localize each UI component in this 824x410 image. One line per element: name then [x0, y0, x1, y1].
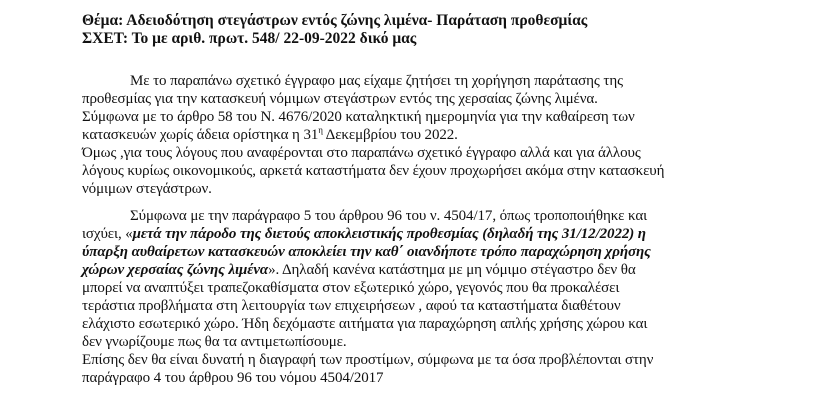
paragraph-2-line-8: δεν γνωρίζουμε πως θα τα αντιμετωπίσουμε.	[82, 334, 347, 350]
paragraph-2-line-7: ελάχιστο εσωτερικό χώρο. Ήδη δεχόμαστε αιτήματα για παραχώρηση απλής χρήσης χώρου και	[82, 316, 648, 332]
paragraph-2-line-2-start: ισχύει, «	[82, 226, 133, 242]
paragraph-3-line-1: Επίσης δεν θα είναι δυνατή η διαγραφή των προστίμων, σύμφωνα με τα όσα προβλέπονται στην	[82, 352, 654, 368]
paragraph-1-line-4	[82, 126, 458, 144]
reference-line: ΣΧΕΤ: Το με αριθ. πρωτ. 548/ 22-09-2022 δικό μας	[82, 30, 417, 47]
paragraph-2-line-4-end: ». Δηλαδή κανένα κατάστημα με μη νόμιμο στέγαστρο δεν θα	[268, 262, 636, 278]
paragraph-2-line-4	[82, 261, 636, 279]
paragraph-1-line-1: Με το παραπάνω σχετικό έγγραφο μας είχαμε ζητήσει τη χορήγηση παράτασης της	[130, 73, 623, 89]
paragraph-2-line-5: μπορεί να αναπτύξει τραπεζοκαθίσματα στον εξωτερικό χώρο, γεγονός που θα προκαλέσει	[82, 280, 620, 296]
paragraph-1-line-5: Όμως ,για τους λόγους που αναφέρονται στο παραπάνω σχετικό έγγραφο αλλά και για άλλους	[82, 145, 641, 161]
paragraph-2-line-2	[82, 225, 646, 243]
paragraph-1-line-2: προθεσμίας για την κατασκευή νόμιμων στεγάστρων εντός της χερσαίας ζώνης λιμένα.	[82, 91, 598, 107]
paragraph-1-line-4-start: κατασκευών χωρίς άδεια ορίστηκα η 31	[82, 127, 319, 143]
paragraph-2-line-1: Σύμφωνα με την παράγραφο 5 του άρθρου 96 του ν. 4504/17, όπως τροποποιήθηκε και	[130, 208, 648, 224]
paragraph-1-line-3: Σύμφωνα με το άρθρο 58 του Ν. 4676/2020 καταληκτική ημερομηνία για την καθαίρεση των	[82, 109, 635, 125]
ordinal-superscript: η	[318, 125, 323, 135]
legal-quote-part-3: χώρων χερσαίας ζώνης λιμένα	[82, 262, 269, 278]
paragraph-1-line-6: λόγους κυρίως οικονομικούς, αρκετά καταστήματα δεν έχουν προχωρήσει ακόμα στην κατασκευή	[82, 163, 665, 179]
legal-quote-part-1: μετά την πάροδο της διετούς αποκλειστικής προθεσμίας (δηλαδή της 31/12/2022) η	[132, 226, 646, 242]
paragraph-3-line-2: παράγραφο 4 του άρθρου 96 του νόμου 4504/2017	[82, 370, 384, 386]
paragraph-1-line-7: νόμιμων στεγάστρων.	[82, 181, 212, 197]
subject-line: Θέμα: Αδειοδότηση στεγάστρων εντός ζώνης λιμένα- Παράταση προθεσμίας	[82, 12, 588, 29]
paragraph-2-line-6: τεράστια προβλήματα στη λειτουργία των επιχειρήσεων , αφού τα καταστήματα διαθέτουν	[82, 298, 621, 314]
legal-quote-part-2: ύπαρξη αυθαίρετων κατασκευών αποκλείει την καθ΄ οιανδήποτε τρόπο παραχώρηση χρήσης	[82, 244, 651, 260]
paragraph-1-line-4-end: Δεκεμβρίου του 2022.	[322, 127, 458, 143]
